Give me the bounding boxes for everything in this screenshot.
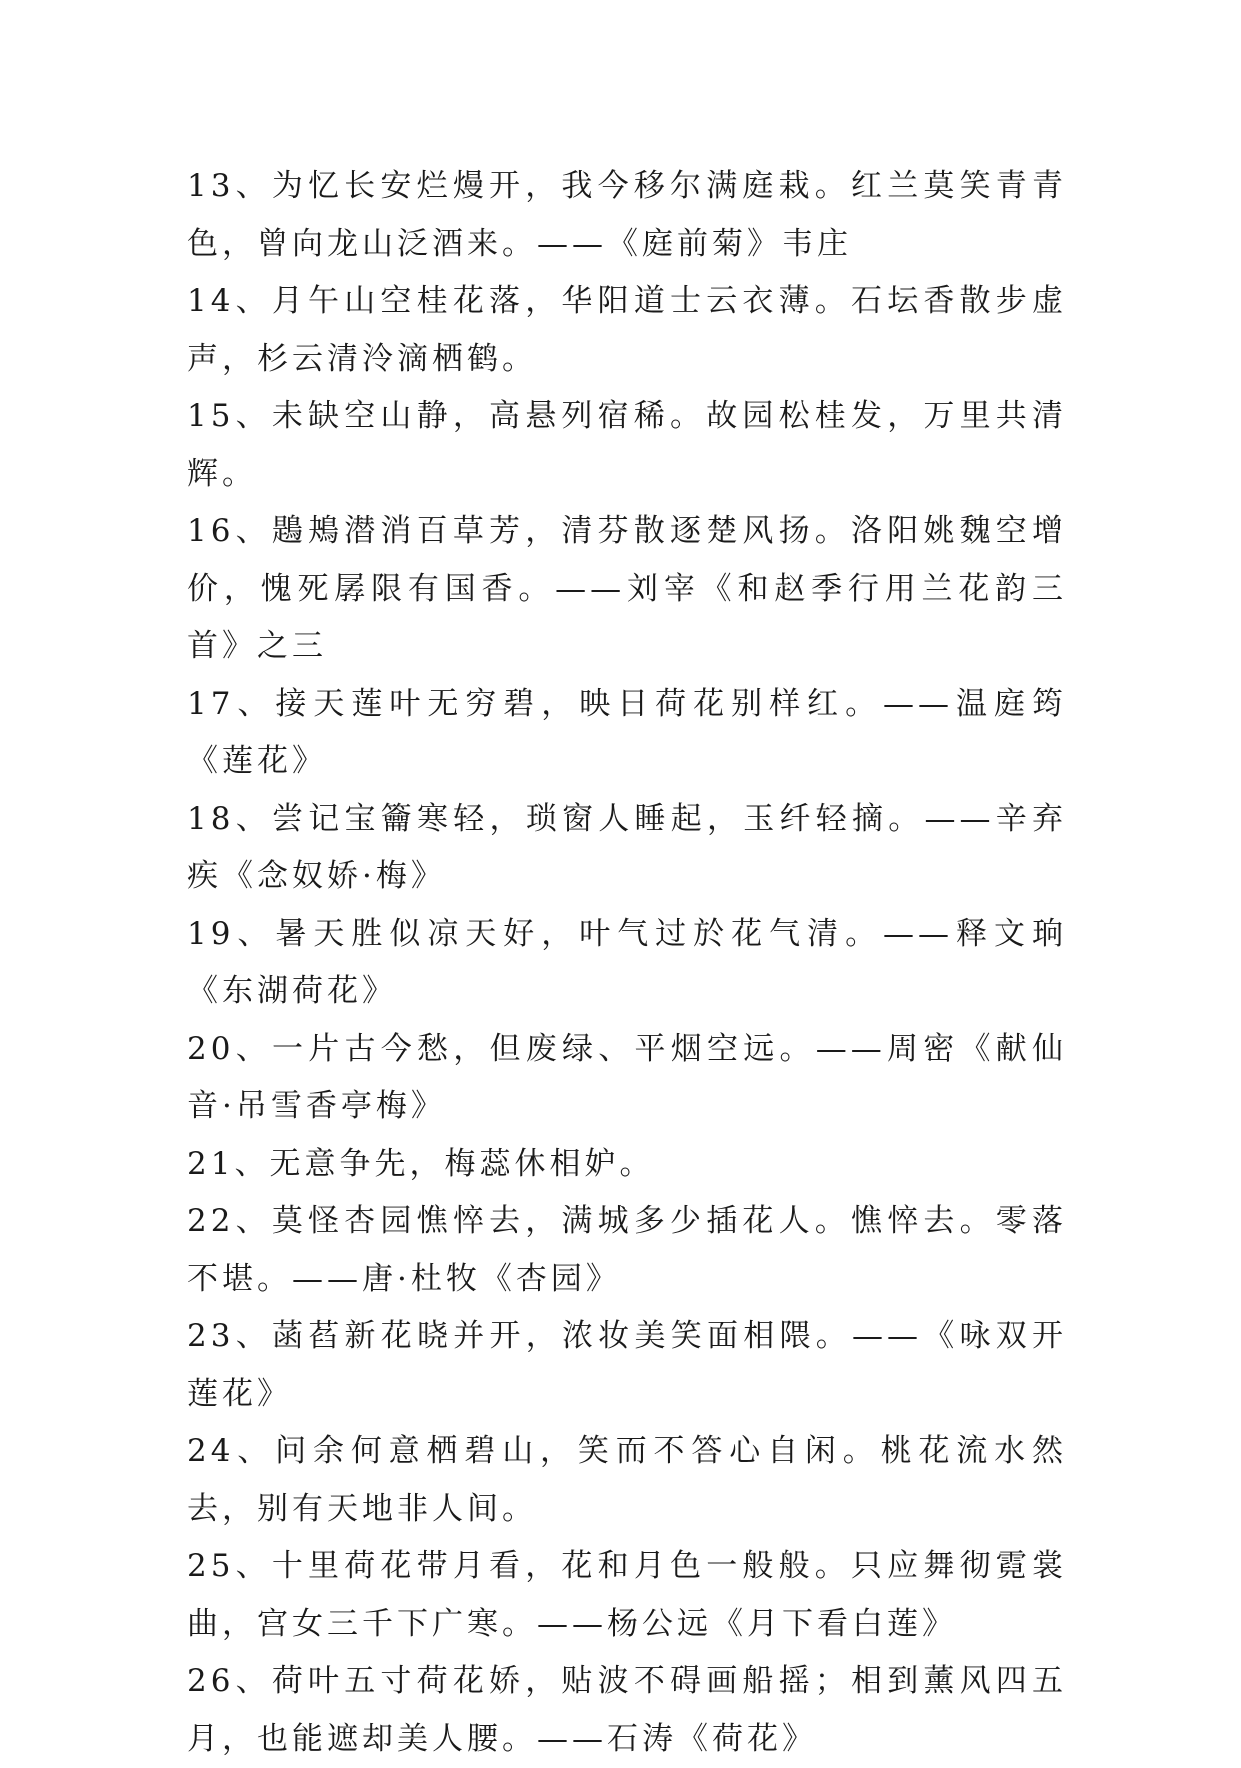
poem-entry-26: 26、荷叶五寸荷花娇，贴波不碍画船摇；相到薰风四五月，也能遮却美人腰。——石涛《荷花》 (187, 1663, 1067, 1757)
poem-entry-13: 13、为忆长安烂熳开，我今移尔满庭栽。红兰莫笑青青色，曾向龙山泛酒来。——《庭前菊》韦庄 (187, 168, 1067, 262)
poem-entry-24: 24、问余何意栖碧山，笑而不答心自闲。桃花流水然去，别有天地非人间。 (187, 1433, 1067, 1527)
poem-entry-15: 15、未缺空山静，高悬列宿稀。故园松桂发，万里共清辉。 (187, 398, 1067, 492)
poem-entry-18: 18、尝记宝籥寒轻，琐窗人睡起，玉纤轻摘。——辛弃疾《念奴娇·梅》 (187, 800, 1067, 894)
poem-entry-22: 22、莫怪杏园憔悴去，满城多少插花人。憔悴去。零落不堪。——唐·杜牧《杏园》 (187, 1203, 1067, 1297)
poem-entry-23: 23、菡萏新花晓并开，浓妆美笑面相隈。——《咏双开莲花》 (187, 1318, 1067, 1412)
poem-list (187, 158, 1067, 1768)
poem-entry-20: 20、一片古今愁，但废绿、平烟空远。——周密《献仙音·吊雪香亭梅》 (187, 1030, 1067, 1124)
poem-entry-16: 16、鶗鴂潜消百草芳，清芬散逐楚风扬。洛阳姚魏空增价，愧死孱限有国香。——刘宰《和赵季行用兰花韵三首》之三 (187, 513, 1067, 664)
poem-entry-14: 14、月午山空桂花落，华阳道士云衣薄。石坛香散步虚声，杉云清泠滴栖鹤。 (187, 283, 1067, 377)
poem-entry-21: 21、无意争先，梅蕊休相妒。 (187, 1145, 655, 1182)
poem-entry-17: 17、接天莲叶无穷碧，映日荷花别样红。——温庭筠《莲花》 (187, 685, 1067, 779)
poem-entry-19: 19、暑天胜似凉天好，叶气过於花气清。——释文珦《东湖荷花》 (187, 915, 1067, 1009)
poem-entry-25: 25、十里荷花带月看，花和月色一般般。只应舞彻霓裳曲，宫女三千下广寒。——杨公远《月下看白莲》 (187, 1548, 1067, 1642)
